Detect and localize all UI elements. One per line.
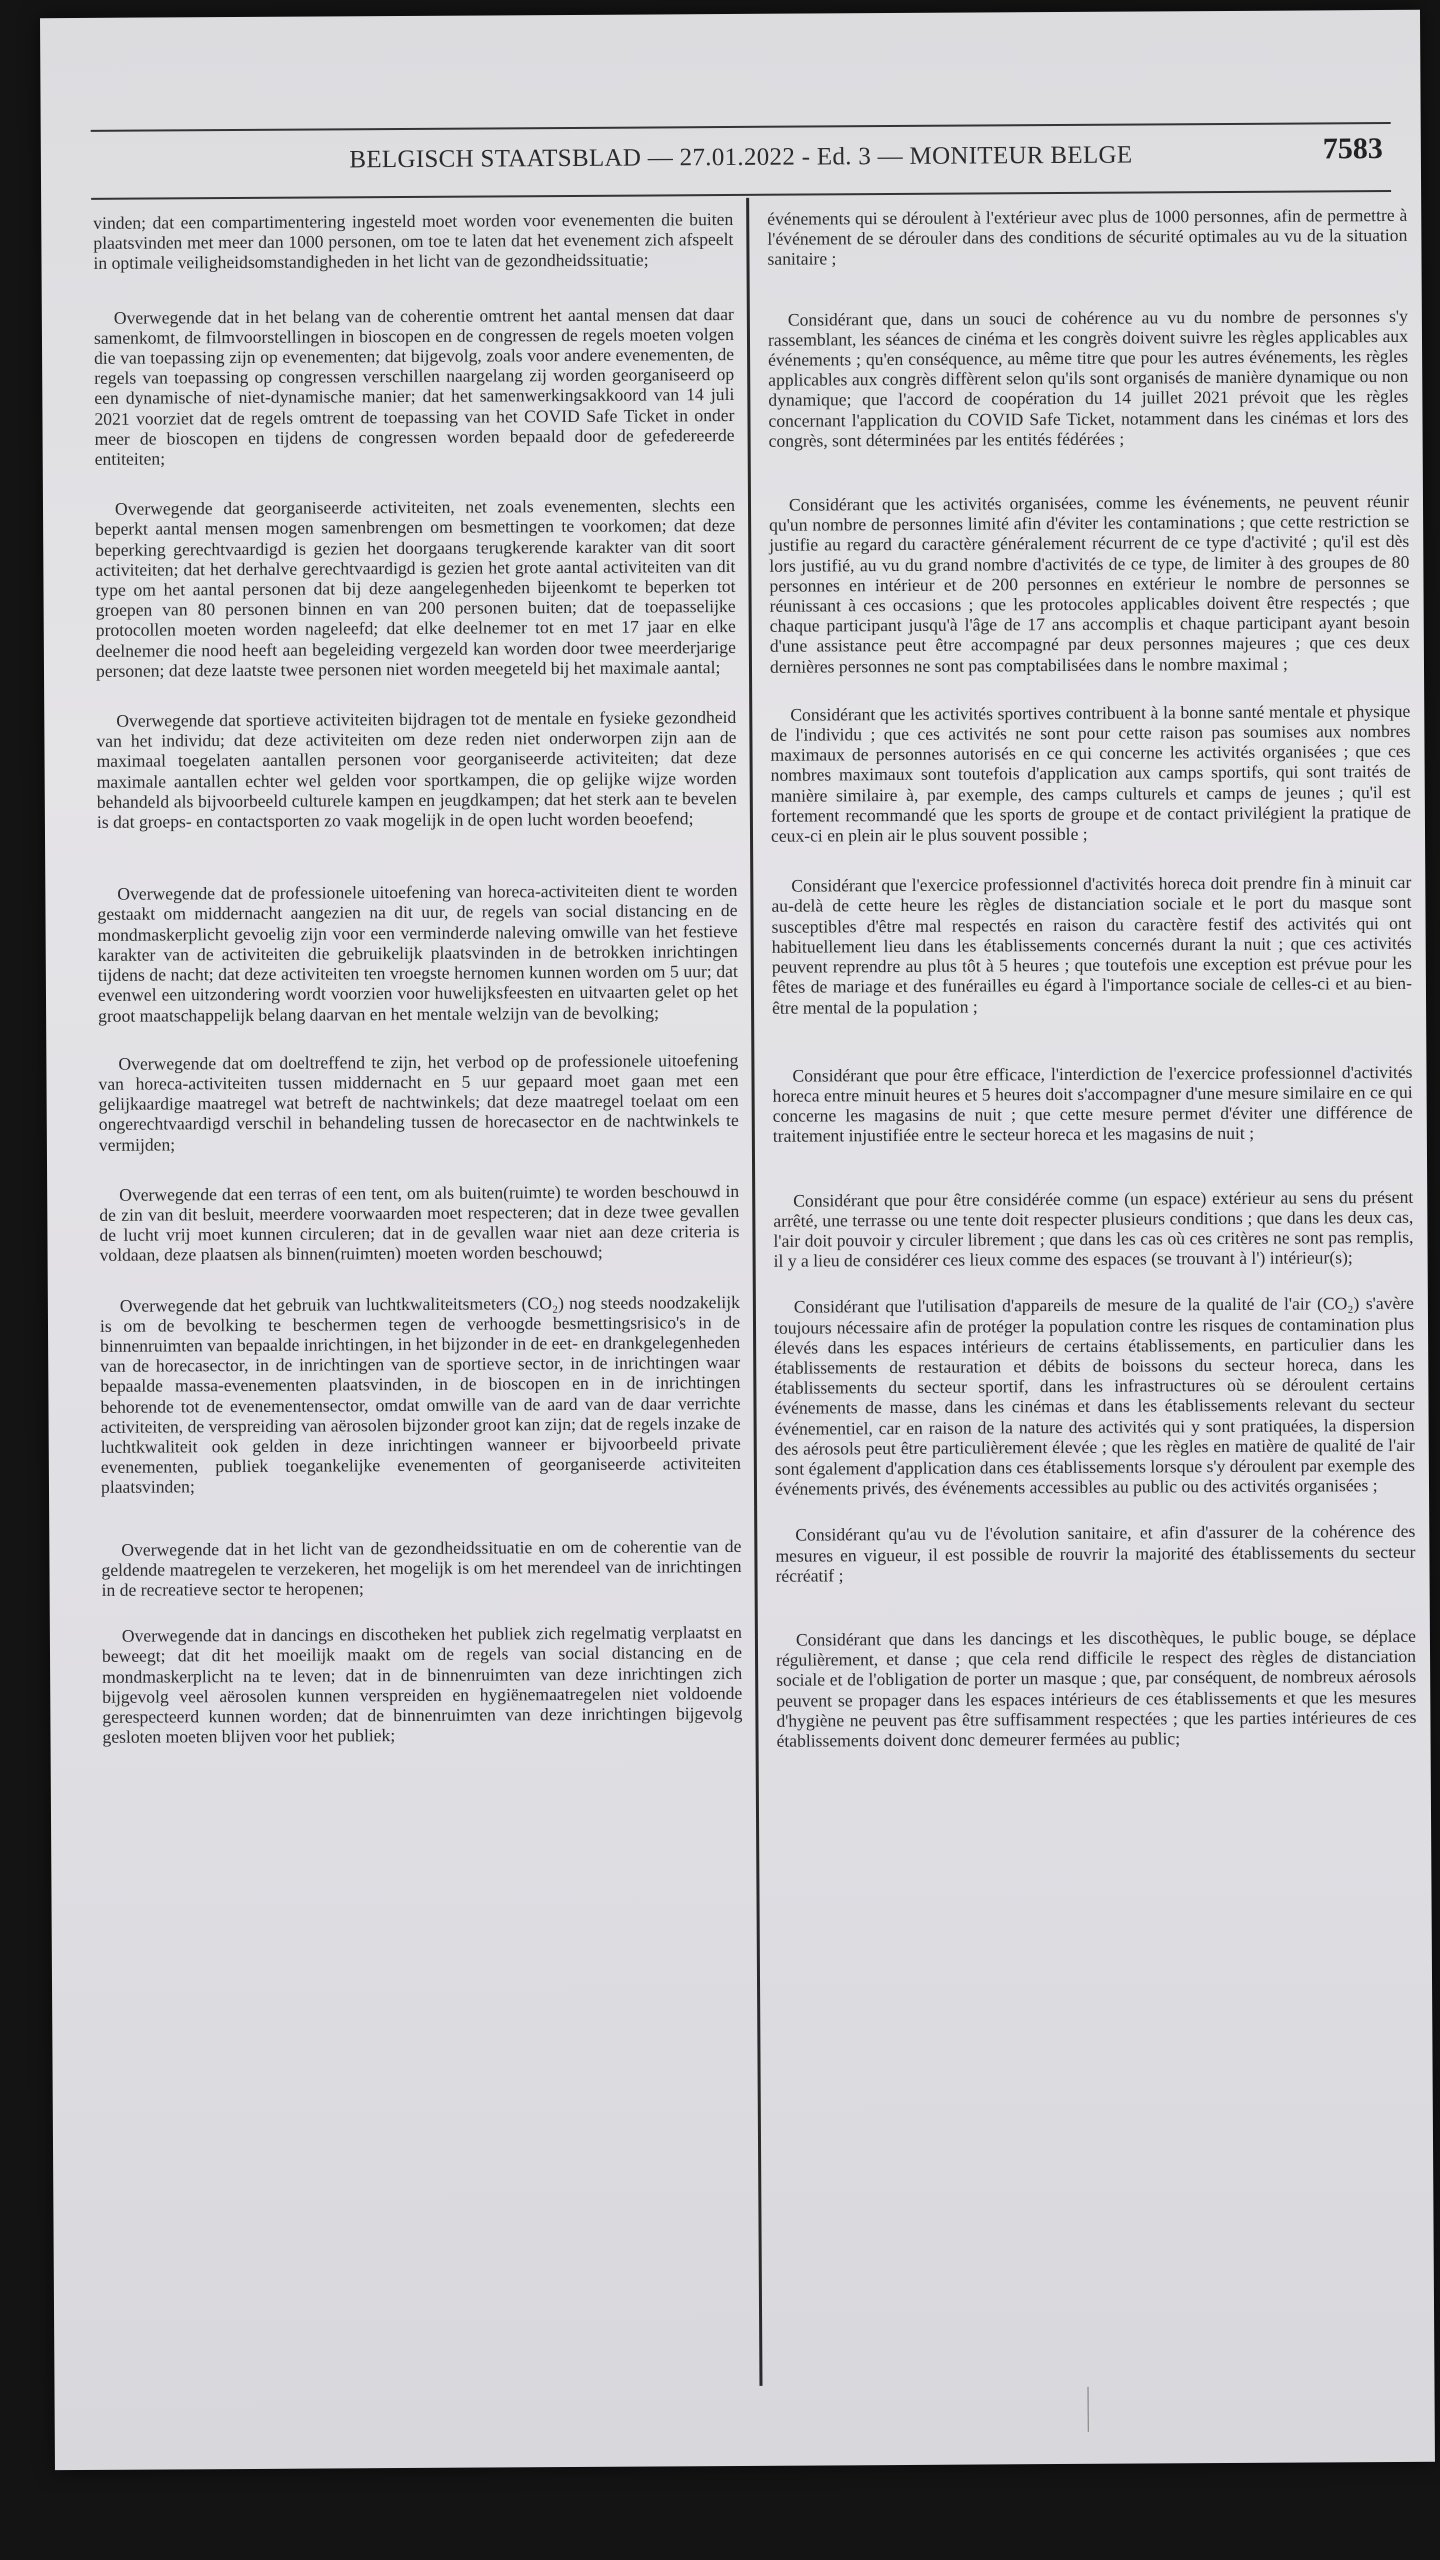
document-page (40, 10, 1435, 2470)
top-rule (91, 122, 1391, 132)
paragraph-fr-4: Considérant que les activités sportives contribuent à la bonne santé mentale et physique de l'individu ; que ces activités ne sont pour cette raison pas soumises aux nombres maximaux de personnes autorisés en ce qui concerne les activités organisées ; que ces nombres maximaux sont toutefois d'application aux camps sportifs, qui sont traités de manière similaire à, par exemple, des camps culturels et camps de jeunes ; qu'il est fortement recommandé que les sports de groupe et de contact privilégient la pratique de ceux-ci en plein air le plus souvent possible ; (770, 700, 1411, 846)
header-rule (91, 190, 1391, 200)
paragraph-nl-1: vinden; dat een compartimentering ingesteld moet worden voor evenementen die buiten plaatsvinden met meer dan 1000 personen, om toe te laten dat het evenement zich afspeelt in optimale veiligheidsomstandigheden in het licht van de gezondheidssituatie; (93, 208, 734, 274)
paragraph-fr-2: Considérant que, dans un souci de cohérence au vu du nombre de personnes s'y rassemblant, les séances de cinéma et les congrès doivent suivre les règles applicables aux événements ; qu'en conséquence, au même titre que pour les autres événements, les règles applicables aux congrès diffèrent selon qu'ils sont organisés de manière dynamique ou non dynamique; que l'accord de coopération du 14 juillet 2021 prévoit que les règles concernant l'application du COVID Safe Ticket, notamment dans les cinémas et lors des congrès, sont déterminées par les entités fédérées ; (767, 305, 1409, 451)
paragraph-fr-10: Considérant que dans les dancings et les discothèques, le public bouge, se déplace régulièrement, et danse ; que cela rend difficile le respect des règles de distanciation sociale et de l'obligation de porter un masque ; que, par conséquent, de nombreux aérosols peuvent se propager dans les espaces intérieurs de ces établissements et que les mesures d'hygiène ne peuvent pas être suffisamment respectées ; que les parties intérieures de ces établissements doivent donc demeurer fermées au public; (775, 1625, 1417, 1751)
column-tail-mark (1088, 2387, 1089, 2432)
paragraph-nl-9: Overwegende dat in het licht van de gezondheidssituatie en om de coherentie van de geldende maatregelen te verzekeren, het mogelijk is om het merendeel van de inrichtingen in de recreatieve sector te heropenen; (101, 1535, 742, 1600)
page-number: 7583 (1322, 132, 1383, 166)
paragraph-nl-6: Overwegende dat om doeltreffend te zijn, het verbod op de professionele uitoefening van horeca-activiteiten tussen middernacht en 5 uur gepaard moet gaan met een gelijkaardige maatregel wat betreft de nachtwinkels; dat deze maatregel toelaat om een ongerechtvaardigd verschil in behandeling tussen de horecasector en de nachtwinkels te vermijden; (98, 1049, 739, 1155)
column-divider (746, 198, 762, 2386)
paragraph-nl-10: Overwegende dat in dancings en discotheken het publiek zich regelmatig verplaatst en beweegt; dat dit het moeilijk maakt om de regels van social distancing en de mondmaskerplicht na te leven; dat in de binnenruimten van deze inrichtingen zich bijgevolg veel aërosolen kunnen verspreiden en hygiënemaatregelen niet voldoende gerespecteerd kunnen worden; dat de binnenruimten van deze inrichtingen bijgevolg gesloten moeten blijven voor het publiek; (101, 1622, 743, 1748)
left-column-dutch (93, 209, 746, 2393)
paragraph-nl-2: Overwegende dat in het belang van de coherentie omtrent het aantal mensen dat daar samenkomt, de filmvoorstellingen in bioscopen en de congressen de regels moeten volgen die van toepassing zijn op evenementen; dat bijgevolg, zoals voor andere evenementen, de regels van toepassing op congressen verschillen naargelang zij worden georganiseerd op een dynamische of niet-dynamische manier; dat het samenwerkingsakkoord van 14 juli 2021 voorziet dat de regels omtrent de toepassing van het COVID Safe Ticket in onder meer de bioscopen en tijdens de congressen worden bepaald door de gefedereerde entiteiten; (93, 303, 735, 469)
paragraph-nl-5: Overwegende dat de professionele uitoefening van horeca-activiteiten dient te worden gestaakt om middernacht aangezien na dit uur, de regels van social distancing en de mondmaskerplicht gevoelig zijn voor een verminderde naleving omwille van het festieve karakter van de activiteiten die gebruikelijk plaatsvinden in de betrokken inrichtingen tijdens de nacht; dat deze activiteiten ten vroegste hernomen kunnen worden om 5 uur; dat evenwel een uitzondering wordt voorzien voor huwelijksfeesten en uitvaarten gelet op het groot maatschappelijk belang daarvan en het mentale welzijn van de bevolking; (97, 880, 739, 1026)
paragraph-fr-5: Considérant que l'exercice professionnel d'activités horeca doit prendre fin à minuit car au-delà de cette heure les règles de distanciation sociale et le port du masque sont susceptibles d'être mal respectés en raison du caractère festif des activités qui ont habituellement lieu dans les établissements concernés durant la nuit ; que ces activités peuvent reprendre au plus tôt à 5 heures ; que toutefois une exception est prévue pour les fêtes de mariage et des funérailles eu égard à l'importance sociale de celles-ci et au bien-être mental de la population ; (771, 872, 1412, 1018)
paragraph-nl-7: Overwegende dat een terras of een tent, om als buiten(ruimte) te worden beschouwd in de zin van dit besluit, meerdere voorwaarden moet respecteren; dat in deze twee gevallen de lucht vrij moet kunnen circuleren; dat in de gevallen waar niet aan deze criteria is voldaan, deze plaatsen als binnen(ruimten) moeten worden beschouwd; (99, 1180, 740, 1266)
paragraph-fr-3: Considérant que les activités organisées, comme les événements, ne peuvent réunir qu'un nombre de personnes limité afin d'éviter les contaminations ; que cette restriction se justifie au regard du caractère généralement récurrent de ce type d'activité ; qu'il est dès lors justifié, au vu du grand nombre d'activités de ce type, de limiter à des groupes de 80 personnes en intérieur et de 200 personnes en extérieur le nombre de personnes se réunissant à ces occasions ; que les protocoles applicables doivent être respectés ; que chaque participant jusqu'à l'âge de 17 ans accomplis et chaque participant ayant besoin d'une assistance peut être accompagné par deux personnes majeures ; que ces deux dernières personnes ne sont pas comptabilisées dans le nombre maximal ; (769, 490, 1410, 677)
page-header (91, 132, 1391, 190)
paragraph-fr-6: Considérant que pour être efficace, l'interdiction de l'exercice professionnel d'activités horeca entre minuit heures et 5 heures doit s'accompagner d'une mesure similaire en ce qui concerne les magasins de nuit ; que cette mesure permet d'éviter une différence de traitement injustifiée entre le secteur horeca et les magasins de nuit ; (772, 1061, 1413, 1147)
paragraph-fr-7: Considérant que pour être considérée comme (un espace) extérieur au sens du présent arrêté, une terrasse ou une tente doit respecter plusieurs conditions ; que dans les deux cas, l'air doit pouvoir y circuler librement ; que dans les cas où ces critères ne sont pas remplis, il y a lieu de considérer ces lieux comme des espaces (se trouvant à l') intérieur(s); (773, 1186, 1414, 1271)
paragraph-nl-3: Overwegende dat georganiseerde activiteiten, net zoals evenementen, slechts een beperkt aantal mensen mogen samenbrengen om besmettingen te voorkomen; dat deze beperking gerechtvaardigd is gezien het doorgaans terugkerende karakter van dit soort activiteiten; dat het derhalve gerechtvaardigd is gezien het grote aantal activiteiten van dit type om het aantal personen dat bij deze aangelegenheden bijeenkomt te beperken tot groepen van 80 personen binnen en van 200 personen buiten; dat de toepasselijke protocollen moeten worden nageleefd; dat elke deelnemer tot en met 17 jaar en elke deelnemer die nood heeft aan begeleiding vergezeld kan worden door twee meerderjarige personen; dat deze laatste twee personen niet worden meegeteld bij het maximale aantal; (95, 495, 736, 681)
right-column-french (767, 205, 1420, 2389)
paragraph-fr-9: Considérant qu'au vu de l'évolution sanitaire, et afin d'assurer de la cohérence des mesures en vigueur, il est possible de rouvrir la majorité des établissements du secteur récréatif ; (775, 1521, 1416, 1586)
paragraph-fr-8: Considérant que l'utilisation d'appareils de mesure de la qualité de l'air (CO₂) s'avère toujours nécessaire afin de protéger la population contre les risques de contamination plus élevés dans les espaces intérieurs de certains établissements, en particulier dans les établissements de restauration et débits de boissons du secteur horeca, dans les établissements du secteur sportif, dans les infrastructures où se déroulent certains événements de masse, dans les cinémas et dans les établissements relevant du secteur événementiel, car en raison de la nature des activités qui y sont pratiquées, la dispersion des aérosols peut être particulièrement élevée ; que les règles en matière de qualité de l'air sont également d'application dans ces établissements lorsque s'y déroulent par exemple des événements privés, des événements accessibles au public ou des activités organisées ; (773, 1293, 1415, 1499)
header-title: BELGISCH STAATSBLAD — 27.01.2022 - Ed. 3 — MONITEUR BELGE (349, 141, 1133, 174)
paragraph-fr-1: événements qui se déroulent à l'extérieur avec plus de 1000 personnes, afin de permettre à l'événement de se dérouler dans des conditions de sécurité optimales au vu de la situation sanitaire ; (767, 204, 1408, 270)
paragraph-nl-8: Overwegende dat het gebruik van luchtkwaliteitsmeters (CO₂) nog steeds noodzakelijk is om de bevolking te beschermen tegen de verhoogde besmettingsrisico's in de binnenruimten van bepaalde inrichtingen, in het bijzonder in de eet- en drankgelegenheden van de horecasector, in de inrichtingen van de sportieve sector, in de inrichtingen waar bepaalde massa-evenementen plaatsvinden, in de bioscopen en in de inrichtingen behorende tot de evenementensector, omdat omwille van de aard van de daar verrichte activiteiten, de verspreiding van aërosolen bijzonder groot kan zijn; dat de regels inzake de luchtkwaliteit ook gelden in deze inrichtingen wanneer er bijvoorbeeld private evenementen, publiek toegankelijke evenementen of georganiseerde activiteiten plaatsvinden; (99, 1291, 741, 1498)
paragraph-nl-4: Overwegende dat sportieve activiteiten bijdragen tot de mentale en fysieke gezondheid van het individu; dat deze activiteiten om deze reden niet onderworpen zijn aan de maximaal toegelaten aantallen personen voor georganiseerde activiteiten; dat deze maximale aantallen echter wel gelden voor sportkampen, die op gelijke wijze worden behandeld als bijvoorbeeld culturele kampen en jeugdkampen; dat het sterk aan te bevelen is dat groeps- en contactsporten zo vaak mogelijk in de open lucht worden beoefend; (96, 707, 737, 832)
